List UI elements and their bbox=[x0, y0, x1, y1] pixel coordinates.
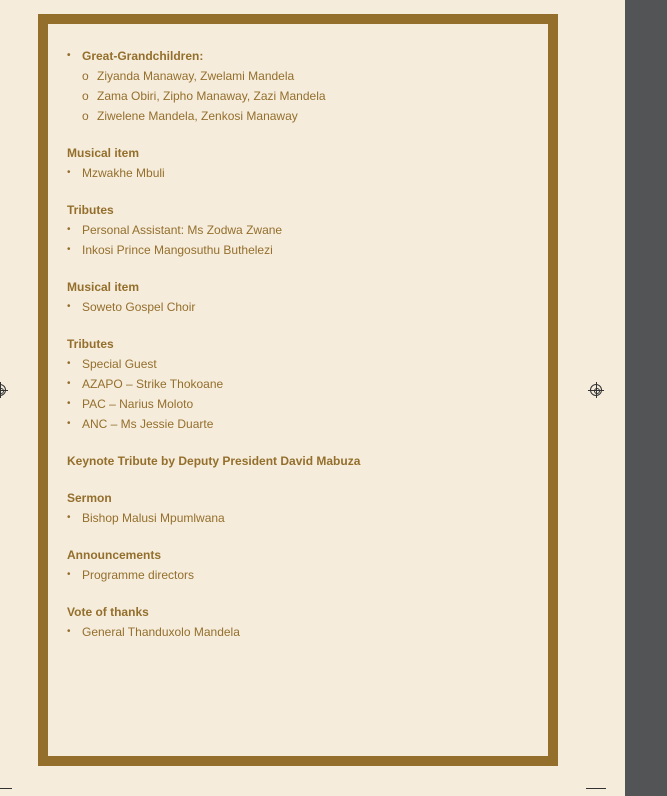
programme-section bbox=[67, 200, 538, 260]
list-item: o Zama Obiri, Zipho Manaway, Zazi Mandela bbox=[67, 86, 538, 106]
crop-mark-icon bbox=[0, 788, 12, 789]
list-item: • General Thanduxolo Mandela bbox=[67, 622, 538, 642]
programme-section bbox=[67, 451, 538, 471]
list-item: o Ziwelene Mandela, Zenkosi Manaway bbox=[67, 106, 538, 126]
crop-mark-icon bbox=[586, 788, 606, 789]
programme-section bbox=[67, 602, 538, 642]
registration-mark-icon bbox=[590, 384, 602, 396]
programme-section bbox=[67, 143, 538, 183]
section-heading: Announcements bbox=[67, 548, 162, 562]
programme-section bbox=[67, 334, 538, 434]
list-item: • Special Guest bbox=[67, 354, 538, 374]
programme-content bbox=[67, 46, 538, 659]
registration-mark-icon bbox=[0, 384, 6, 396]
section-heading: Vote of thanks bbox=[67, 605, 149, 619]
programme-section bbox=[67, 277, 538, 317]
section-heading: Musical item bbox=[67, 280, 140, 294]
programme-page bbox=[38, 14, 558, 766]
list-item: • AZAPO – Strike Thokoane bbox=[67, 374, 538, 394]
list-item: • Mzwakhe Mbuli bbox=[67, 163, 538, 183]
list-item: • Bishop Malusi Mpumlwana bbox=[67, 508, 538, 528]
section-heading: Sermon bbox=[67, 491, 112, 505]
viewer-scroll-area[interactable] bbox=[625, 0, 667, 796]
list-item: o Ziyanda Manaway, Zwelami Mandela bbox=[67, 66, 538, 86]
list-item: • Soweto Gospel Choir bbox=[67, 297, 538, 317]
list-item: • Programme directors bbox=[67, 565, 538, 585]
section-heading: Musical item bbox=[67, 146, 140, 160]
section-heading: Tributes bbox=[67, 203, 114, 217]
section-heading: Keynote Tribute by Deputy President David Mabuza bbox=[67, 454, 361, 468]
programme-section bbox=[67, 488, 538, 528]
list-item: • Personal Assistant: Ms Zodwa Zwane bbox=[67, 220, 538, 240]
list-item: • PAC – Narius Moloto bbox=[67, 394, 538, 414]
section-heading: Tributes bbox=[67, 337, 114, 351]
list-item: • Inkosi Prince Mangosuthu Buthelezi bbox=[67, 240, 538, 260]
great-grandchildren-section bbox=[67, 46, 538, 126]
great-grandchildren-list bbox=[67, 66, 538, 126]
programme-section bbox=[67, 545, 538, 585]
list-item: • ANC – Ms Jessie Duarte bbox=[67, 414, 538, 434]
great-grandchildren-label: • Great-Grandchildren: bbox=[67, 46, 538, 66]
